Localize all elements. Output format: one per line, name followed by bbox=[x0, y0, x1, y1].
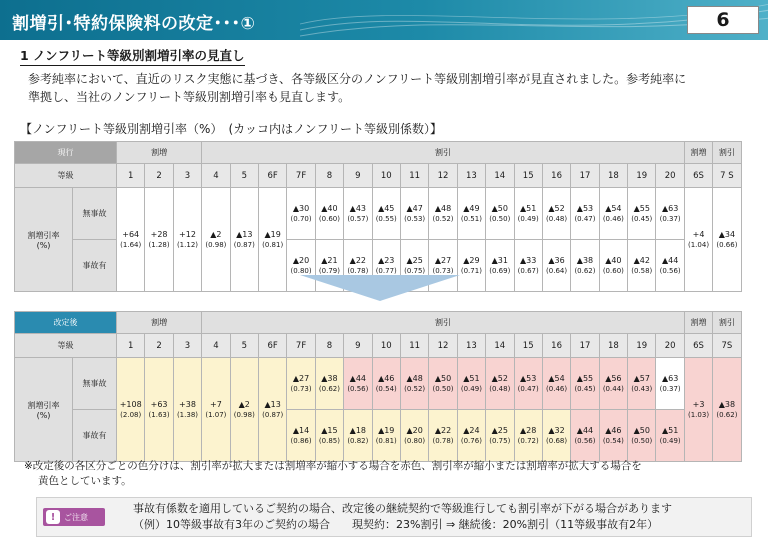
grade-cell: 7 S bbox=[713, 164, 741, 188]
coefficient-value: (0.81) bbox=[375, 436, 397, 445]
coefficient-value: (0.98) bbox=[205, 240, 227, 249]
grade-cell: 18 bbox=[599, 164, 627, 188]
rate-value: ▲48 bbox=[406, 373, 423, 383]
group-surcharge: 割増 bbox=[117, 312, 202, 334]
coefficient-value: (0.56) bbox=[347, 384, 369, 393]
accident-rate-cell bbox=[429, 410, 457, 462]
grade-cell: 11 bbox=[400, 334, 428, 358]
grade-cell: 15 bbox=[514, 164, 542, 188]
coefficient-value: (0.78) bbox=[347, 266, 369, 275]
coefficient-value: (0.72) bbox=[517, 436, 539, 445]
footnote-line: 黄色としています。 bbox=[38, 475, 132, 487]
grade-cell: 1 bbox=[117, 164, 145, 188]
grade-cell: 6S bbox=[684, 164, 712, 188]
rate-value: ▲50 bbox=[491, 203, 508, 213]
accident-rate-cell bbox=[344, 410, 372, 462]
rate-value: ▲55 bbox=[576, 373, 594, 383]
accident-rate-cell bbox=[542, 240, 570, 292]
shared-rate-cell bbox=[202, 188, 230, 292]
coefficient-value: (0.62) bbox=[574, 266, 596, 275]
table-caption: 【ノンフリート等級別割増引率（%） (カッコ内はノンフリート等級別係数）】 bbox=[20, 122, 443, 136]
coefficient-value: (0.56) bbox=[659, 266, 681, 275]
accident-rate-cell bbox=[457, 410, 485, 462]
coefficient-value: (0.51) bbox=[460, 214, 482, 223]
accident-rate-cell bbox=[656, 410, 684, 462]
rate-value: ▲25 bbox=[491, 425, 508, 435]
coefficient-value: (0.70) bbox=[290, 214, 312, 223]
coefficient-value: (0.48) bbox=[546, 214, 568, 223]
coefficient-value: (0.77) bbox=[375, 266, 397, 275]
coefficient-value: (0.47) bbox=[574, 214, 596, 223]
accident-rate-cell bbox=[514, 240, 542, 292]
group-surcharge: 割増 bbox=[117, 142, 202, 164]
group-discount: 割引 bbox=[202, 312, 685, 334]
coefficient-value: (0.98) bbox=[233, 410, 255, 419]
rate-value: ▲24 bbox=[463, 425, 480, 435]
rate-value: ▲32 bbox=[548, 425, 565, 435]
no-accident-rate-cell bbox=[315, 358, 343, 410]
coefficient-value: (0.57) bbox=[347, 214, 369, 223]
shared-rate-cell bbox=[258, 188, 286, 292]
grade-cell: 12 bbox=[429, 164, 457, 188]
rate-value: ▲55 bbox=[633, 203, 650, 213]
coefficient-value: (0.52) bbox=[404, 384, 426, 393]
grade-cell: 16 bbox=[542, 164, 570, 188]
coefficient-value: (0.44) bbox=[602, 384, 624, 393]
intro-line: 参考純率において、直近のリスク実態に基づき、各等級区分のノンフリート等級別割増引率が見直されました。参考純率に bbox=[28, 72, 687, 86]
no-accident-rate-cell bbox=[400, 188, 428, 240]
coefficient-value: (0.79) bbox=[318, 266, 340, 275]
no-accident-rate-cell bbox=[287, 188, 315, 240]
coefficient-value: (0.80) bbox=[290, 266, 312, 275]
coefficient-value: (0.75) bbox=[489, 436, 511, 445]
accident-rate-cell bbox=[315, 410, 343, 462]
no-accident-rate-cell bbox=[571, 188, 599, 240]
rate-value: ▲42 bbox=[633, 255, 650, 265]
coefficient-value: (0.47) bbox=[517, 384, 539, 393]
no-accident-rate-cell bbox=[372, 358, 400, 410]
accident-rate-cell bbox=[400, 410, 428, 462]
coefficient-value: (0.50) bbox=[631, 436, 653, 445]
shared-rate-cell bbox=[173, 188, 201, 292]
table-label: 現行 bbox=[15, 142, 117, 164]
no-accident-rate-cell bbox=[429, 188, 457, 240]
group-discount-s: 割引 bbox=[713, 142, 741, 164]
grade-cell: 7F bbox=[287, 334, 315, 358]
intro-paragraph bbox=[28, 70, 748, 106]
coefficient-value: (0.49) bbox=[517, 214, 539, 223]
coefficient-value: (0.73) bbox=[290, 384, 312, 393]
current-rate-table bbox=[14, 141, 742, 292]
grade-cell: 19 bbox=[628, 164, 656, 188]
grade-cell: 12 bbox=[429, 334, 457, 358]
grade-cell: 17 bbox=[571, 334, 599, 358]
accident-rate-cell bbox=[486, 410, 514, 462]
down-arrow bbox=[300, 275, 460, 301]
grade-cell: 5 bbox=[230, 164, 258, 188]
rate-value: ▲40 bbox=[321, 203, 338, 213]
accident-rate-cell bbox=[571, 410, 599, 462]
coefficient-value: (0.58) bbox=[631, 266, 653, 275]
rate-value: ▲14 bbox=[292, 425, 310, 435]
accident-rate-cell bbox=[372, 410, 400, 462]
grade-cell: 19 bbox=[628, 334, 656, 358]
caution-line: 事故有係数を適用しているご契約の場合、改定後の継続契約で等級進行しても割引率が下がる場合があります bbox=[133, 502, 672, 515]
accident-rate-cell bbox=[628, 410, 656, 462]
rate-value: ▲50 bbox=[633, 425, 650, 435]
no-accident-rate-cell bbox=[656, 188, 684, 240]
rate-value: ▲38 bbox=[321, 373, 338, 383]
table-label: 改定後 bbox=[15, 312, 117, 334]
coefficient-value: (0.37) bbox=[659, 214, 681, 223]
rate-value: ▲19 bbox=[264, 229, 281, 239]
coefficient-value: (0.52) bbox=[432, 214, 454, 223]
grade-cell: 6F bbox=[258, 334, 286, 358]
grade-cell: 6F bbox=[258, 164, 286, 188]
rate-value: ▲57 bbox=[633, 373, 650, 383]
s6-rate-cell bbox=[684, 358, 712, 462]
title-banner bbox=[0, 0, 768, 40]
s7-rate-cell bbox=[713, 358, 741, 462]
grade-cell: 8 bbox=[315, 164, 343, 188]
grade-cell: 7S bbox=[713, 334, 741, 358]
no-accident-rate-cell bbox=[542, 358, 570, 410]
rate-value: ▲36 bbox=[548, 255, 565, 265]
grade-cell: 13 bbox=[457, 334, 485, 358]
coefficient-value: (0.50) bbox=[489, 214, 511, 223]
rate-value: ▲13 bbox=[236, 229, 253, 239]
shared-rate-cell bbox=[173, 358, 201, 462]
no-accident-rate-cell bbox=[628, 188, 656, 240]
coefficient-value: (0.64) bbox=[546, 266, 568, 275]
rate-value: ▲20 bbox=[292, 255, 310, 265]
grade-cell: 10 bbox=[372, 334, 400, 358]
no-accident-rate-cell bbox=[372, 188, 400, 240]
rate-value: ▲63 bbox=[661, 203, 679, 213]
grade-cell: 6S bbox=[684, 334, 712, 358]
coefficient-value: (0.87) bbox=[262, 410, 284, 419]
grade-cell: 9 bbox=[344, 334, 372, 358]
coefficient-value: (0.54) bbox=[375, 384, 397, 393]
rate-value: +108 bbox=[119, 399, 142, 409]
rate-value: ▲53 bbox=[576, 203, 594, 213]
shared-rate-cell bbox=[258, 358, 286, 462]
accident-rate-cell bbox=[599, 240, 627, 292]
coefficient-value: (0.46) bbox=[546, 384, 568, 393]
coefficient-value: (0.48) bbox=[489, 384, 511, 393]
grade-cell: 5 bbox=[230, 334, 258, 358]
rate-value: +3 bbox=[692, 399, 705, 409]
coefficient-value: (0.80) bbox=[404, 436, 426, 445]
coefficient-value: (1.04) bbox=[688, 240, 710, 249]
rate-label: 割増引率 (%) bbox=[15, 358, 73, 462]
rate-value: ▲22 bbox=[434, 425, 452, 435]
caution-badge bbox=[43, 508, 105, 526]
accident-rate-cell bbox=[599, 410, 627, 462]
rate-value: ▲23 bbox=[378, 255, 395, 265]
rate-value: ▲48 bbox=[434, 203, 452, 213]
rate-value: ▲30 bbox=[292, 203, 310, 213]
no-accident-label: 無事故 bbox=[73, 188, 117, 240]
grade-cell: 7F bbox=[287, 164, 315, 188]
no-accident-rate-cell bbox=[486, 358, 514, 410]
coefficient-value: (0.67) bbox=[517, 266, 539, 275]
no-accident-rate-cell bbox=[514, 188, 542, 240]
s6-rate-cell bbox=[684, 188, 712, 292]
grade-cell: 17 bbox=[571, 164, 599, 188]
no-accident-rate-cell bbox=[599, 188, 627, 240]
no-accident-rate-cell bbox=[486, 188, 514, 240]
accident-rate-cell bbox=[571, 240, 599, 292]
coefficient-value: (0.69) bbox=[489, 266, 511, 275]
rate-value: ▲51 bbox=[463, 373, 480, 383]
group-discount: 割引 bbox=[202, 142, 685, 164]
accident-rate-cell bbox=[628, 240, 656, 292]
no-accident-rate-cell bbox=[571, 358, 599, 410]
coefficient-value: (0.86) bbox=[290, 436, 312, 445]
rate-value: +7 bbox=[210, 399, 222, 409]
coefficient-value: (0.60) bbox=[602, 266, 624, 275]
no-accident-rate-cell bbox=[542, 188, 570, 240]
coefficient-value: (0.85) bbox=[318, 436, 340, 445]
coefficient-value: (0.87) bbox=[233, 240, 255, 249]
rate-value: ▲29 bbox=[463, 255, 480, 265]
caution-line: （例）10等級事故有3年のご契約の場合 現契約：23%割引 ⇒ 継続後：20%割引（11等級事故有2年） bbox=[133, 518, 659, 531]
rate-value: ▲52 bbox=[548, 203, 565, 213]
grade-cell: 15 bbox=[514, 334, 542, 358]
page-number: 6 bbox=[687, 6, 759, 34]
coefficient-value: (0.62) bbox=[716, 410, 738, 419]
shared-rate-cell bbox=[230, 188, 258, 292]
rate-value: ▲49 bbox=[463, 203, 480, 213]
coefficient-value: (0.78) bbox=[432, 436, 454, 445]
no-accident-rate-cell bbox=[656, 358, 684, 410]
grade-cell: 4 bbox=[202, 164, 230, 188]
no-accident-rate-cell bbox=[400, 358, 428, 410]
grade-cell: 3 bbox=[173, 164, 201, 188]
rate-value: ▲63 bbox=[661, 373, 679, 383]
rate-value: ▲43 bbox=[349, 203, 367, 213]
no-accident-label: 無事故 bbox=[73, 358, 117, 410]
rate-value: ▲46 bbox=[378, 373, 395, 383]
accident-label: 事故有 bbox=[73, 240, 117, 292]
rate-value: ▲15 bbox=[321, 425, 338, 435]
grade-cell: 18 bbox=[599, 334, 627, 358]
rate-value: ▲54 bbox=[548, 373, 565, 383]
grade-cell: 20 bbox=[656, 164, 684, 188]
coefficient-value: (0.56) bbox=[574, 436, 596, 445]
caution-box bbox=[36, 497, 752, 537]
grade-cell: 20 bbox=[656, 334, 684, 358]
grade-cell: 16 bbox=[542, 334, 570, 358]
coefficient-value: (0.50) bbox=[432, 384, 454, 393]
coefficient-value: (2.08) bbox=[120, 410, 142, 419]
no-accident-rate-cell bbox=[344, 188, 372, 240]
rate-value: ▲27 bbox=[292, 373, 310, 383]
rate-value: ▲18 bbox=[349, 425, 367, 435]
rate-value: ▲54 bbox=[605, 203, 622, 213]
coefficient-value: (0.49) bbox=[659, 436, 681, 445]
rate-value: ▲53 bbox=[520, 373, 537, 383]
grade-cell: 3 bbox=[173, 334, 201, 358]
coefficient-value: (0.55) bbox=[375, 214, 397, 223]
rate-value: ▲2 bbox=[238, 399, 250, 409]
s7-rate-cell bbox=[713, 188, 741, 292]
grade-label: 等級 bbox=[15, 164, 117, 188]
rate-value: ▲13 bbox=[264, 399, 281, 409]
rate-value: ▲45 bbox=[378, 203, 395, 213]
accident-label: 事故有 bbox=[73, 410, 117, 462]
coefficient-value: (1.63) bbox=[148, 410, 170, 419]
coefficient-value: (0.45) bbox=[574, 384, 596, 393]
accident-rate-cell bbox=[514, 410, 542, 462]
no-accident-rate-cell bbox=[315, 188, 343, 240]
no-accident-rate-cell bbox=[429, 358, 457, 410]
coefficient-value: (1.28) bbox=[148, 240, 170, 249]
caution-text bbox=[133, 501, 672, 533]
group-surcharge-s: 割増 bbox=[684, 142, 712, 164]
no-accident-rate-cell bbox=[599, 358, 627, 410]
coefficient-value: (0.76) bbox=[460, 436, 482, 445]
coefficient-value: (0.81) bbox=[262, 240, 284, 249]
rate-value: ▲31 bbox=[491, 255, 508, 265]
rate-value: ▲2 bbox=[210, 229, 222, 239]
accident-rate-cell bbox=[656, 240, 684, 292]
coefficient-value: (0.46) bbox=[602, 214, 624, 223]
no-accident-rate-cell bbox=[457, 188, 485, 240]
grade-cell: 4 bbox=[202, 334, 230, 358]
coefficient-value: (0.66) bbox=[716, 240, 738, 249]
coefficient-value: (1.07) bbox=[205, 410, 227, 419]
coefficient-value: (0.54) bbox=[602, 436, 624, 445]
group-discount-s: 割引 bbox=[713, 312, 741, 334]
no-accident-rate-cell bbox=[344, 358, 372, 410]
rate-value: ▲56 bbox=[605, 373, 622, 383]
no-accident-rate-cell bbox=[287, 358, 315, 410]
rate-value: ▲22 bbox=[349, 255, 367, 265]
exclamation-icon: ! bbox=[46, 510, 60, 524]
no-accident-rate-cell bbox=[514, 358, 542, 410]
accident-rate-cell bbox=[542, 410, 570, 462]
shared-rate-cell bbox=[117, 358, 145, 462]
coefficient-value: (1.64) bbox=[120, 240, 142, 249]
grade-cell: 1 bbox=[117, 334, 145, 358]
rate-value: ▲46 bbox=[605, 425, 622, 435]
color-footnote bbox=[24, 459, 724, 489]
rate-value: ▲44 bbox=[661, 255, 679, 265]
grade-cell: 14 bbox=[486, 334, 514, 358]
accident-rate-cell bbox=[287, 410, 315, 462]
coefficient-value: (0.82) bbox=[347, 436, 369, 445]
rate-value: ▲51 bbox=[661, 425, 679, 435]
no-accident-rate-cell bbox=[628, 358, 656, 410]
group-surcharge-s: 割増 bbox=[684, 312, 712, 334]
rate-value: ▲28 bbox=[520, 425, 537, 435]
rate-value: ▲47 bbox=[406, 203, 423, 213]
rate-value: ▲34 bbox=[718, 229, 736, 239]
rate-value: ▲50 bbox=[434, 373, 452, 383]
rate-value: +38 bbox=[179, 399, 196, 409]
rate-value: ▲33 bbox=[520, 255, 537, 265]
coefficient-value: (0.62) bbox=[318, 384, 340, 393]
section-title: 1 ノンフリート等級別割増引率の見直し bbox=[20, 46, 245, 66]
grade-cell: 13 bbox=[457, 164, 485, 188]
rate-value: ▲20 bbox=[406, 425, 423, 435]
coefficient-value: (0.45) bbox=[631, 214, 653, 223]
grade-cell: 2 bbox=[145, 334, 173, 358]
caution-badge-label: ご注意 bbox=[64, 512, 88, 522]
grade-label: 等級 bbox=[15, 334, 117, 358]
rate-value: +63 bbox=[150, 399, 168, 409]
no-accident-rate-cell bbox=[457, 358, 485, 410]
rate-value: +64 bbox=[122, 229, 140, 239]
rate-value: ▲27 bbox=[434, 255, 452, 265]
page-title: 割増引･特約保険料の改定･･･① bbox=[12, 14, 256, 34]
accident-rate-cell bbox=[457, 240, 485, 292]
coefficient-value: (0.37) bbox=[659, 384, 681, 393]
grade-cell: 11 bbox=[400, 164, 428, 188]
intro-line: 準拠し、当社のノンフリート等級別割増引率も見直します。 bbox=[28, 90, 351, 104]
rate-value: +28 bbox=[150, 229, 168, 239]
revised-rate-table bbox=[14, 311, 742, 462]
grade-cell: 8 bbox=[315, 334, 343, 358]
rate-value: ▲52 bbox=[491, 373, 508, 383]
rate-value: ▲19 bbox=[378, 425, 395, 435]
coefficient-value: (0.68) bbox=[546, 436, 568, 445]
rate-value: ▲44 bbox=[576, 425, 594, 435]
coefficient-value: (1.38) bbox=[176, 410, 199, 419]
shared-rate-cell bbox=[230, 358, 258, 462]
shared-rate-cell bbox=[117, 188, 145, 292]
footnote-line: ※改定後の各区分ごとの色分けは、割引率が拡大または割増率が縮小する場合を赤色、割引率が縮小または割増率が拡大する場合を bbox=[24, 460, 642, 472]
rate-value: ▲21 bbox=[321, 255, 338, 265]
coefficient-value: (0.49) bbox=[460, 384, 482, 393]
rate-value: ▲38 bbox=[718, 399, 736, 409]
coefficient-value: (1.03) bbox=[688, 410, 710, 419]
grade-cell: 9 bbox=[344, 164, 372, 188]
rate-value: ▲38 bbox=[576, 255, 594, 265]
coefficient-value: (0.43) bbox=[631, 384, 653, 393]
accident-rate-cell bbox=[486, 240, 514, 292]
shared-rate-cell bbox=[202, 358, 230, 462]
grade-cell: 10 bbox=[372, 164, 400, 188]
grade-cell: 14 bbox=[486, 164, 514, 188]
coefficient-value: (0.73) bbox=[432, 266, 454, 275]
rate-value: ▲44 bbox=[349, 373, 367, 383]
coefficient-value: (0.71) bbox=[460, 266, 482, 275]
rate-value: +4 bbox=[692, 229, 705, 239]
rate-label: 割増引率 (%) bbox=[15, 188, 73, 292]
rate-value: ▲40 bbox=[605, 255, 622, 265]
rate-value: ▲25 bbox=[406, 255, 423, 265]
shared-rate-cell bbox=[145, 188, 173, 292]
coefficient-value: (0.60) bbox=[318, 214, 340, 223]
shared-rate-cell bbox=[145, 358, 173, 462]
rate-value: ▲51 bbox=[520, 203, 537, 213]
coefficient-value: (0.53) bbox=[404, 214, 426, 223]
coefficient-value: (0.75) bbox=[404, 266, 426, 275]
rate-value: +12 bbox=[179, 229, 196, 239]
coefficient-value: (1.12) bbox=[176, 240, 199, 249]
grade-cell: 2 bbox=[145, 164, 173, 188]
